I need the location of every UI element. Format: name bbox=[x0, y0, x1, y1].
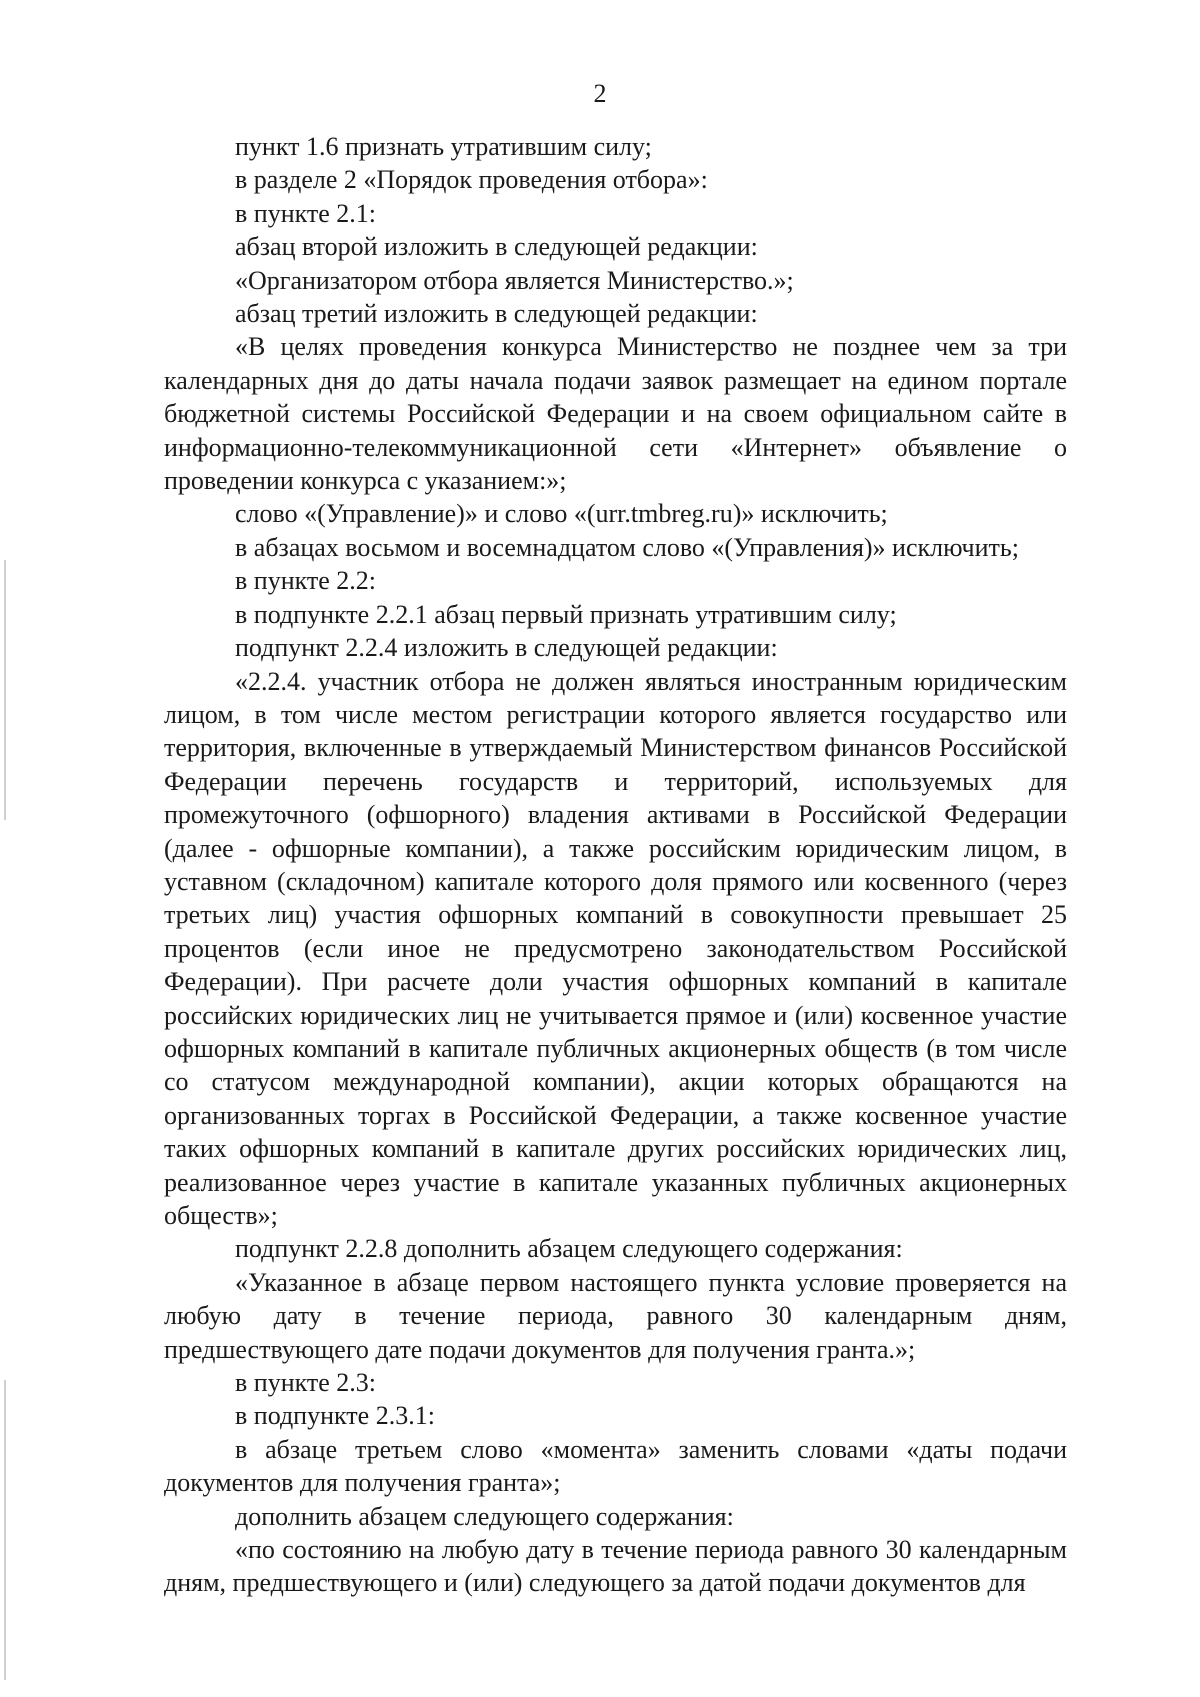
paragraph: в подпункте 2.3.1: bbox=[235, 1401, 435, 1431]
paragraph: в подпункте 2.2.1 абзац первый признать утратившим силу; bbox=[235, 599, 897, 629]
paragraph: в абзаце третьем слово «момента» заменить словами «даты подачи документов для получения гранта»; bbox=[164, 1434, 1067, 1498]
paragraph: в пункте 2.2: bbox=[235, 566, 377, 596]
paragraph: в пункте 2.1: bbox=[235, 198, 377, 228]
paragraph: «Указанное в абзаце первом настоящего пункта условие проверяется на любую дату в течение периода, равного 30 календарным дням, предшествующего дате подачи документов для получения гранта.»; bbox=[164, 1267, 1067, 1364]
paragraph: пункт 1.6 признать утратившим силу; bbox=[235, 132, 652, 161]
paragraph: в абзацах восьмом и восемнадцатом слово «(Управления)» исключить; bbox=[235, 532, 1019, 562]
paragraph: слово «(Управление)» и слово «(urr.tmbreg.ru)» исключить; bbox=[235, 499, 888, 529]
paragraph: подпункт 2.2.8 дополнить абзацем следующего содержания: bbox=[235, 1234, 903, 1264]
document-body bbox=[164, 130, 1067, 1600]
scan-edge-mark bbox=[4, 560, 6, 820]
page-number: 2 bbox=[593, 79, 607, 108]
paragraph: в пункте 2.3: bbox=[235, 1368, 377, 1398]
paragraph: абзац второй изложить в следующей редакции: bbox=[235, 232, 758, 262]
scan-edge-mark bbox=[4, 1380, 6, 1680]
paragraph: «по состоянию на любую дату в течение периода равного 30 календарным дням, предшествующего и (или) следующего за датой подачи документов для bbox=[164, 1535, 1067, 1598]
paragraph: «В целях проведения конкурса Министерство не позднее чем за три календарных дня до даты начала подачи заявок размещает на едином портале бюджетной системы Российской Федерации и на своем официальном сайте в информационно-телекоммуникационной сети «Интернет» объявление о проведении конкурса с указанием:»; bbox=[164, 332, 1067, 496]
paragraph: дополнить абзацем следующего содержания: bbox=[235, 1501, 734, 1531]
paragraph: «Организатором отбора является Министерство.»; bbox=[235, 265, 794, 295]
paragraph: абзац третий изложить в следующей редакции: bbox=[235, 299, 758, 329]
paragraph: в разделе 2 «Порядок проведения отбора»: bbox=[235, 165, 708, 195]
paragraph: «2.2.4. участник отбора не должен являться иностранным юридическим лицом, в том числе местом регистрации которого является государство или территория, включенные в утверждаемый Министерством финансов Российской Федерации перечень государств и территорий, используемых для промежуточного (офшорного) владения активами в Российской Федерации (далее - офшорные компании), а также российским юридическим лицом, в уставном (складочном) капитале которого доля прямого или косвенного (через третьих лиц) участия офшорных компаний в совокупности превышает 25 процентов (если иное не предусмотрено законодательством Российской Федерации). При расчете доли участия офшорных компаний в капитале российских юридических лиц не учитывается прямое и (или) косвенное участие офшорных компаний в капитале публичных акционерных обществ (в том числе со статусом международной компании), акции которых обращаются на организованных торгах в Российской Федерации, а также косвенное участие таких офшорных компаний в капитале других российских юридических лиц, реализованное через участие в капитале указанных публичных акционерных обществ»; bbox=[164, 666, 1067, 1230]
paragraph: подпункт 2.2.4 изложить в следующей редакции: bbox=[235, 633, 778, 663]
